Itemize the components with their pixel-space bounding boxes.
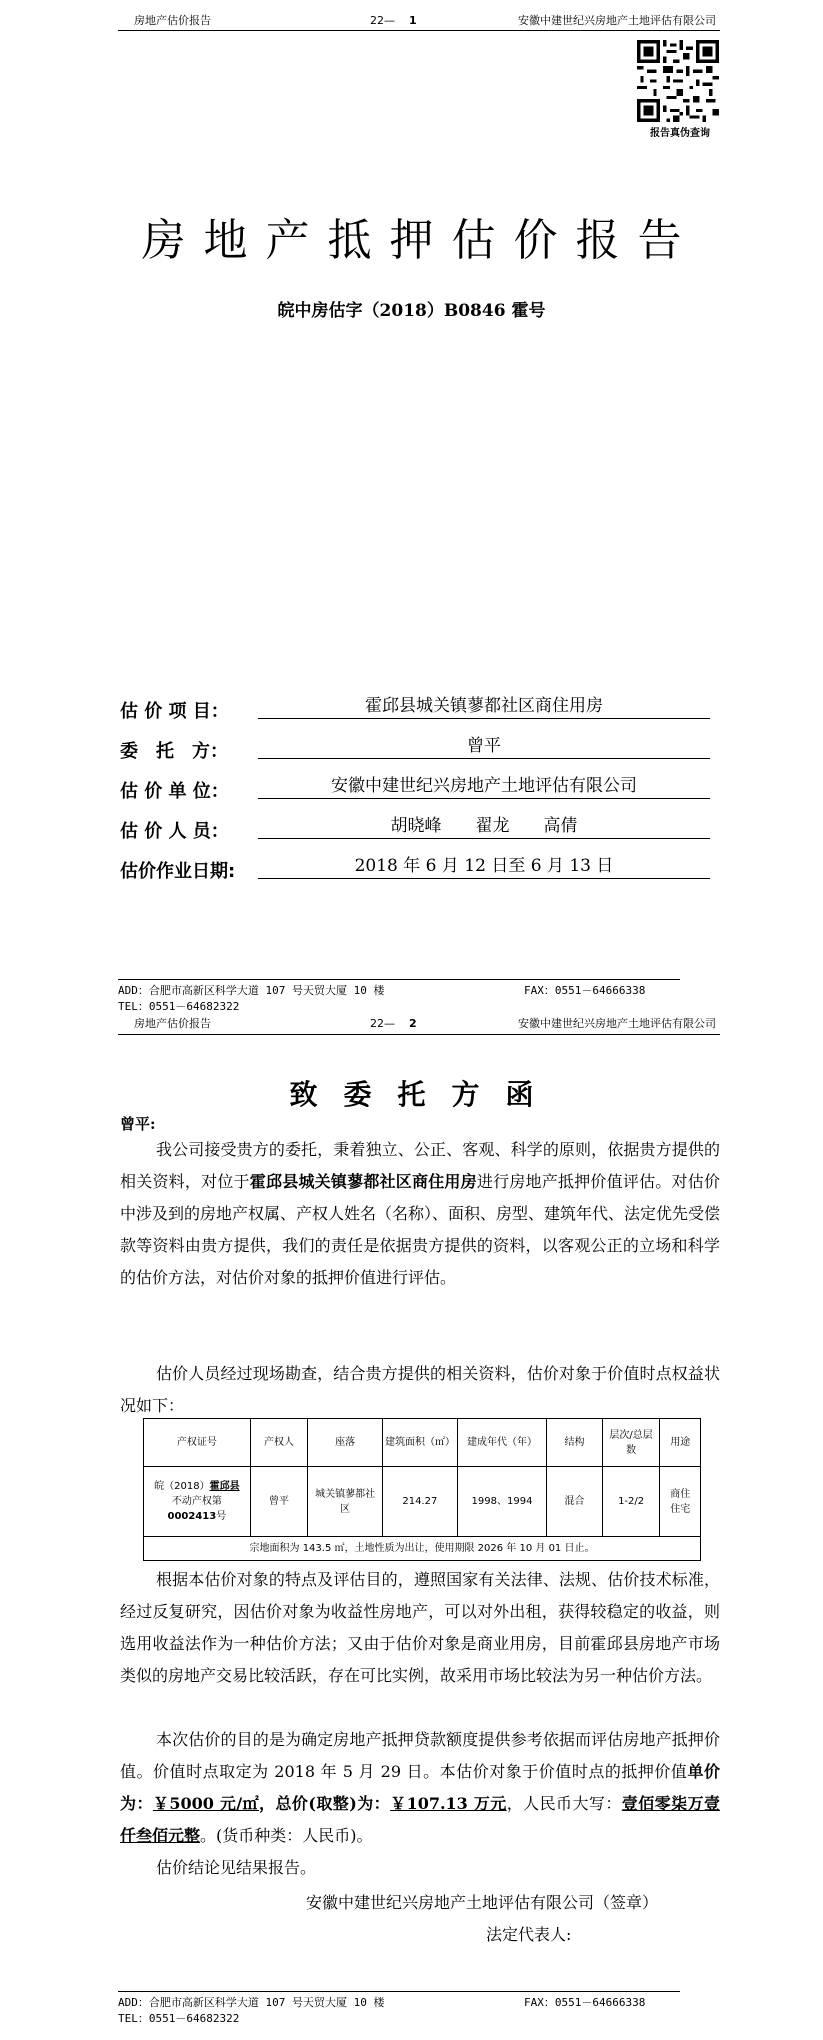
col-year: 建成年代（年） bbox=[457, 1419, 547, 1467]
col-area: 建筑面积（㎡） bbox=[383, 1419, 458, 1467]
qr-code-icon bbox=[637, 40, 719, 122]
paragraph-2: 估价人员经过现场勘查，结合贵方提供的相关资料，估价对象于价值时点权益状况如下： bbox=[120, 1364, 720, 1415]
property-table bbox=[143, 1418, 701, 1561]
report-number: 皖中房估字（2018）B0846 霍号 bbox=[277, 301, 546, 321]
header-page-number: 22— 1 bbox=[370, 14, 417, 27]
cell-year: 1998、1994 bbox=[457, 1467, 547, 1537]
paragraph-4: 本次估价的目的是为确定房地产抵押贷款额度提供参考依据而评估房地产抵押价值。价值时点取定为 2018 年 5 月 29 日。本估价对象于价值时点的抵押价值单价为：￥5000 元/㎡，总价(取整)为：￥107.13 万元，人民币大写：壹佰零柒万壹仟叁佰元整。(货币种类：人民币)。 bbox=[120, 1730, 720, 1845]
cell-use: 商住住宅 bbox=[660, 1467, 701, 1537]
header-left: 房地产估价报告 bbox=[134, 1017, 211, 1030]
footer-address: ADD：合肥市高新区科学大道 107 号天贸大厦 10 楼 bbox=[118, 1996, 385, 2009]
org-label: 估 价 单 位： bbox=[120, 781, 229, 802]
page1-header bbox=[118, 14, 720, 28]
col-use: 用途 bbox=[660, 1419, 701, 1467]
paragraph-1: 我公司接受贵方的委托，秉着独立、公正、客观、科学的原则，依据贵方提供的相关资料，对位于霍邱县城关镇蓼都社区商住用房进行房地产抵押价值评估。对估价中涉及到的房地产权属、产权人姓名（名称）、面积、房型、建筑年代、法定优先受偿款等资料由贵方提供，我们的责任是依据贵方提供的资料，以客观公正的立场和科学的估价方法，对估价对象的抵押价值进行评估。 bbox=[120, 1140, 721, 1287]
qr-caption: 报告真伪查询 bbox=[650, 128, 710, 139]
cell-structure: 混合 bbox=[547, 1467, 602, 1537]
footer-fax: FAX：0551－64666338 bbox=[524, 1996, 646, 2009]
col-owner: 产权人 bbox=[250, 1419, 308, 1467]
date-value: 2018 年 6 月 12 日至 6 月 13 日 bbox=[258, 854, 710, 879]
footer-tel: TEL：0551－64682322 bbox=[118, 1000, 240, 1013]
client-value: 曾平 bbox=[258, 734, 710, 759]
cell-location: 城关镇蓼都社区 bbox=[308, 1467, 383, 1537]
page2-footer bbox=[118, 1995, 720, 2027]
col-floors: 层次/总层数 bbox=[602, 1419, 660, 1467]
page2-header bbox=[118, 1017, 720, 1031]
header-right: 安徽中建世纪兴房地产土地评估有限公司 bbox=[518, 14, 716, 27]
org-value: 安徽中建世纪兴房地产土地评估有限公司 bbox=[258, 774, 710, 799]
paragraph-5: 估价结论见结果报告。 bbox=[156, 1858, 317, 1877]
letter-title: 致委托方函 bbox=[289, 1078, 560, 1111]
col-cert: 产权证号 bbox=[144, 1419, 251, 1467]
cell-area: 214.27 bbox=[383, 1467, 458, 1537]
footer-rule bbox=[118, 979, 680, 980]
project-label: 估 价 项 目： bbox=[120, 701, 229, 722]
letter-salutation: 曾平: bbox=[120, 1115, 156, 1133]
report-title: 房地产抵押估价报告 bbox=[141, 215, 700, 266]
footer-rule bbox=[118, 1991, 680, 1992]
table-row bbox=[144, 1467, 701, 1537]
header-rule bbox=[118, 1034, 720, 1035]
staff-label: 估 价 人 员： bbox=[120, 821, 229, 842]
footer-tel: TEL：0551－64682322 bbox=[118, 2012, 240, 2025]
footer-address: ADD：合肥市高新区科学大道 107 号天贸大厦 10 楼 bbox=[118, 984, 385, 997]
client-label: 委 托 方： bbox=[120, 741, 228, 762]
header-page-number: 22— 2 bbox=[370, 1017, 417, 1030]
col-location: 座落 bbox=[308, 1419, 383, 1467]
cell-cert: 皖（2018）霍邱县 不动产权第 0002413号 bbox=[144, 1467, 251, 1537]
footer-fax: FAX：0551－64666338 bbox=[524, 984, 646, 997]
cell-floors: 1-2/2 bbox=[602, 1467, 660, 1537]
paragraph-3: 根据本估价对象的特点及评估目的，遵照国家有关法律、法规、估价技术标准，经过反复研究，因估价对象为收益性房地产，可以对外出租，获得较稳定的收益，则选用收益法作为一种估价方法；又由于估价对象是商业用房，目前霍邱县房地产市场类似的房地产交易比较活跃，存在可比实例，故采用市场比较法为另一种估价方法。 bbox=[120, 1570, 720, 1685]
table-note: 宗地面积为 143.5 ㎡，土地性质为出让，使用期限 2026 年 10 月 01 日止。 bbox=[144, 1537, 701, 1561]
header-right: 安徽中建世纪兴房地产土地评估有限公司 bbox=[518, 1017, 716, 1030]
header-left: 房地产估价报告 bbox=[134, 14, 211, 27]
staff-value: 胡晓峰 翟龙 高倩 bbox=[258, 814, 710, 839]
col-structure: 结构 bbox=[547, 1419, 602, 1467]
signature-representative: 法定代表人: bbox=[486, 1925, 572, 1944]
page1-footer bbox=[118, 983, 720, 1015]
header-rule bbox=[118, 30, 720, 31]
cell-owner: 曾平 bbox=[250, 1467, 308, 1537]
project-value: 霍邱县城关镇蓼都社区商住用房 bbox=[258, 694, 710, 719]
signature-company: 安徽中建世纪兴房地产土地评估有限公司（签章） bbox=[306, 1893, 659, 1912]
date-label: 估价作业日期: bbox=[120, 861, 236, 882]
